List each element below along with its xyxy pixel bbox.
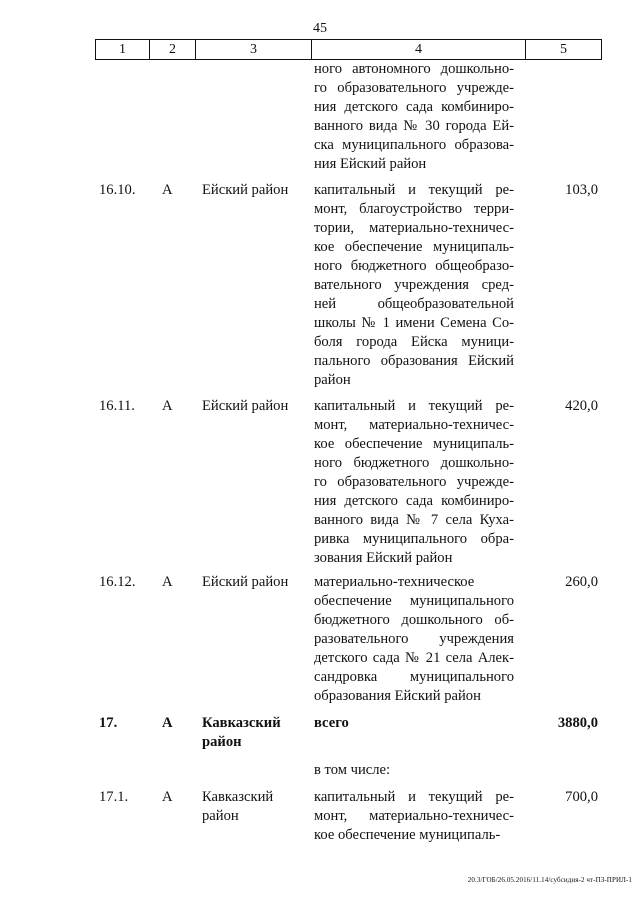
row-category: А [162,715,173,731]
description-line: ния детского сада комбиниро- [314,493,514,509]
header-cell-3: 3 [195,40,311,59]
row-category: А [162,789,173,805]
row-region-line: район [202,808,239,824]
description-line: обеспечение муниципального [314,593,514,609]
description-line: ванного вида № 30 города Ей- [314,118,514,134]
description-line: ния детского сада комбиниро- [314,99,514,115]
row-region-line: Кавказский [202,715,281,731]
row-description [314,181,514,390]
row-number: 16.12. [99,574,136,590]
row-description [314,60,514,174]
description-line: капитальный и текущий ре- [314,789,514,805]
description-line: ванного вида № 7 села Куха- [314,512,514,528]
row-region: Ейский район [202,574,289,590]
description-line: школы № 1 имени Семена Со- [314,315,514,331]
row-region-line: Кавказский [202,789,274,805]
description-line: ного бюджетного дошкольно- [314,455,514,471]
row-description [314,714,514,733]
header-cell-2: 2 [149,40,195,59]
row-number: 16.11. [99,398,135,414]
row-description [314,397,514,568]
row-region [202,788,312,826]
row-description [314,761,514,780]
description-line: ния Ейский район [314,156,427,172]
description-line: кое обеспечение муниципаль- [314,436,514,452]
row-description [314,573,514,706]
description-line: го образовательного учрежде- [314,474,514,490]
description-line: ривка муниципального обра- [314,531,514,547]
row-region-line: район [202,734,242,750]
row-category: А [162,398,173,414]
description-line: ного автономного дошкольно- [314,61,514,77]
row-category: А [162,182,173,198]
description-line: детского сада № 21 села Алек- [314,650,514,666]
description-line: бюджетного дошкольного об- [314,612,514,628]
description-line: кое обеспечение муниципаль- [314,827,501,843]
description-line: монт, материально-техничес- [314,808,514,824]
row-region: Ейский район [202,398,289,414]
row-number: 17.1. [99,789,129,805]
row-number: 16.10. [99,182,136,198]
page-number: 45 [313,21,327,36]
description-line: ней общеобразовательной [314,296,514,312]
footer-code: 20.3/ГОБ/26.05.2016/11.14/субсидия-2 чт-ПЗ-ПРИЛ-1 [467,876,632,884]
row-amount: 103,0 [565,182,598,198]
description-line: ного бюджетного общеобразо- [314,258,514,274]
description-line: кое обеспечение муниципаль- [314,239,514,255]
table-header-row [95,39,602,60]
row-region [202,714,312,752]
description-line: вательного учреждения сред- [314,277,514,293]
header-cell-1: 1 [119,42,126,57]
description-line: в том числе: [314,762,391,778]
description-line: район [314,372,351,388]
row-description [314,788,514,845]
description-line: пального образования Ейский [314,353,514,369]
description-line: зования Ейский район [314,550,453,566]
description-line: монт, материально-техничес- [314,417,514,433]
description-line: капитальный и текущий ре- [314,182,514,198]
description-line: разовательного учреждения [314,631,514,647]
row-amount: 260,0 [565,574,598,590]
description-line: боля города Ейска муници- [314,334,514,350]
description-line: капитальный и текущий ре- [314,398,514,414]
description-line: сандровка муниципального [314,669,514,685]
description-line: го образовательного учрежде- [314,80,514,96]
row-amount: 420,0 [565,398,598,414]
description-line: образования Ейский район [314,688,481,704]
description-line: всего [314,715,349,731]
description-line: тории, материально-техничес- [314,220,514,236]
row-amount: 700,0 [565,789,598,805]
row-region: Ейский район [202,182,289,198]
description-line: монт, благоустройство терри- [314,201,514,217]
header-cell-5: 5 [525,40,601,59]
row-number: 17. [99,715,118,731]
row-amount: 3880,0 [557,715,598,731]
description-line: ска муниципального образова- [314,137,514,153]
description-line: материально-техническое [314,574,475,590]
header-cell-4: 4 [311,40,525,59]
row-category: А [162,574,173,590]
